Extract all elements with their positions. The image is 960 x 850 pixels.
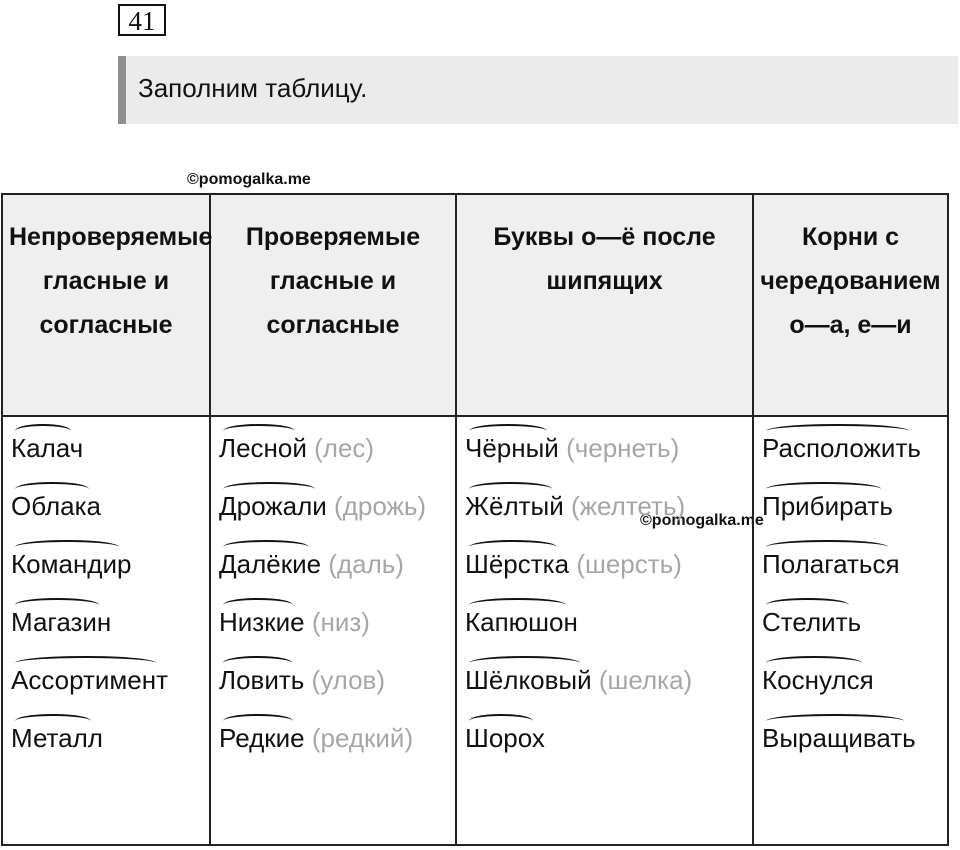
word-item — [11, 491, 209, 521]
word-item — [219, 723, 455, 753]
word-item — [762, 549, 947, 579]
word-item — [219, 491, 455, 521]
spelling-table — [1, 193, 949, 846]
word-item — [465, 607, 752, 637]
check-word-hint: (дрожь) — [334, 491, 427, 521]
word-item — [11, 665, 209, 695]
word-text: Ловить — [219, 665, 305, 695]
word-text: Металл — [11, 723, 103, 753]
word-item — [219, 549, 455, 579]
word-text: Шорох — [465, 723, 545, 753]
word-item — [465, 723, 752, 753]
word-text: Жёлтый — [465, 491, 564, 521]
word-text: Дрожали — [219, 491, 327, 521]
watermark: ©pomogalka.me — [640, 512, 764, 529]
word-item — [219, 665, 455, 695]
word-item — [219, 433, 455, 463]
word-item — [762, 491, 947, 521]
body-row — [2, 416, 948, 845]
check-word-hint: (низ) — [311, 607, 370, 637]
check-word-hint: (шелка) — [598, 665, 693, 695]
word-text: Низкие — [219, 607, 305, 637]
word-item — [762, 723, 947, 753]
column-header: Корни с чередованием о—а, е—и — [753, 194, 948, 416]
column-header: Проверяемые гласные и согласные — [210, 194, 456, 416]
instruction-banner — [118, 56, 958, 124]
header-row — [2, 194, 948, 416]
check-word-hint: (чернеть) — [566, 433, 680, 463]
word-item — [11, 433, 209, 463]
check-word-hint: (улов) — [311, 665, 386, 695]
column-cell — [2, 416, 210, 845]
column-header: Буквы о—ё после шипящих — [456, 194, 753, 416]
word-text: Редкие — [219, 723, 305, 753]
word-item — [762, 665, 947, 695]
word-text: Ассортимент — [11, 665, 169, 695]
word-text: Калач — [11, 433, 84, 463]
word-item — [762, 433, 947, 463]
word-text: Далёкие — [219, 549, 322, 579]
word-item — [11, 723, 209, 753]
word-text: Облака — [11, 491, 101, 521]
word-item — [465, 433, 752, 463]
watermark: ©pomogalka.me — [187, 171, 311, 188]
word-text: Чёрный — [465, 433, 559, 463]
word-item — [11, 607, 209, 637]
task-number: 41 — [118, 4, 166, 36]
word-text: Лесной — [219, 433, 307, 463]
check-word-hint: (желтеть) — [571, 491, 686, 521]
word-text: Коснулся — [762, 665, 874, 695]
word-text: Шёрстка — [465, 549, 570, 579]
check-word-hint: (даль) — [328, 549, 404, 579]
word-text: Расположить — [762, 433, 921, 463]
instruction-text: Заполним таблицу. — [138, 73, 368, 103]
word-item — [465, 491, 752, 521]
word-item — [219, 607, 455, 637]
check-word-hint: (редкий) — [311, 723, 414, 753]
check-word-hint: (лес) — [314, 433, 375, 463]
word-item — [762, 607, 947, 637]
word-text: Выращивать — [762, 723, 916, 753]
word-text: Прибирать — [762, 491, 893, 521]
word-text: Капюшон — [465, 607, 578, 637]
column-cell — [456, 416, 753, 845]
check-word-hint: (шерсть) — [576, 549, 682, 579]
word-text: Полагаться — [762, 549, 900, 579]
word-text: Шёлковый — [465, 665, 592, 695]
word-item — [465, 549, 752, 579]
word-text: Магазин — [11, 607, 112, 637]
word-text: Стелить — [762, 607, 862, 637]
column-header: Непроверяемые гласные и согласные — [2, 194, 210, 416]
word-text: Командир — [11, 549, 132, 579]
word-item — [465, 665, 752, 695]
column-cell — [753, 416, 948, 845]
word-item — [11, 549, 209, 579]
column-cell — [210, 416, 456, 845]
